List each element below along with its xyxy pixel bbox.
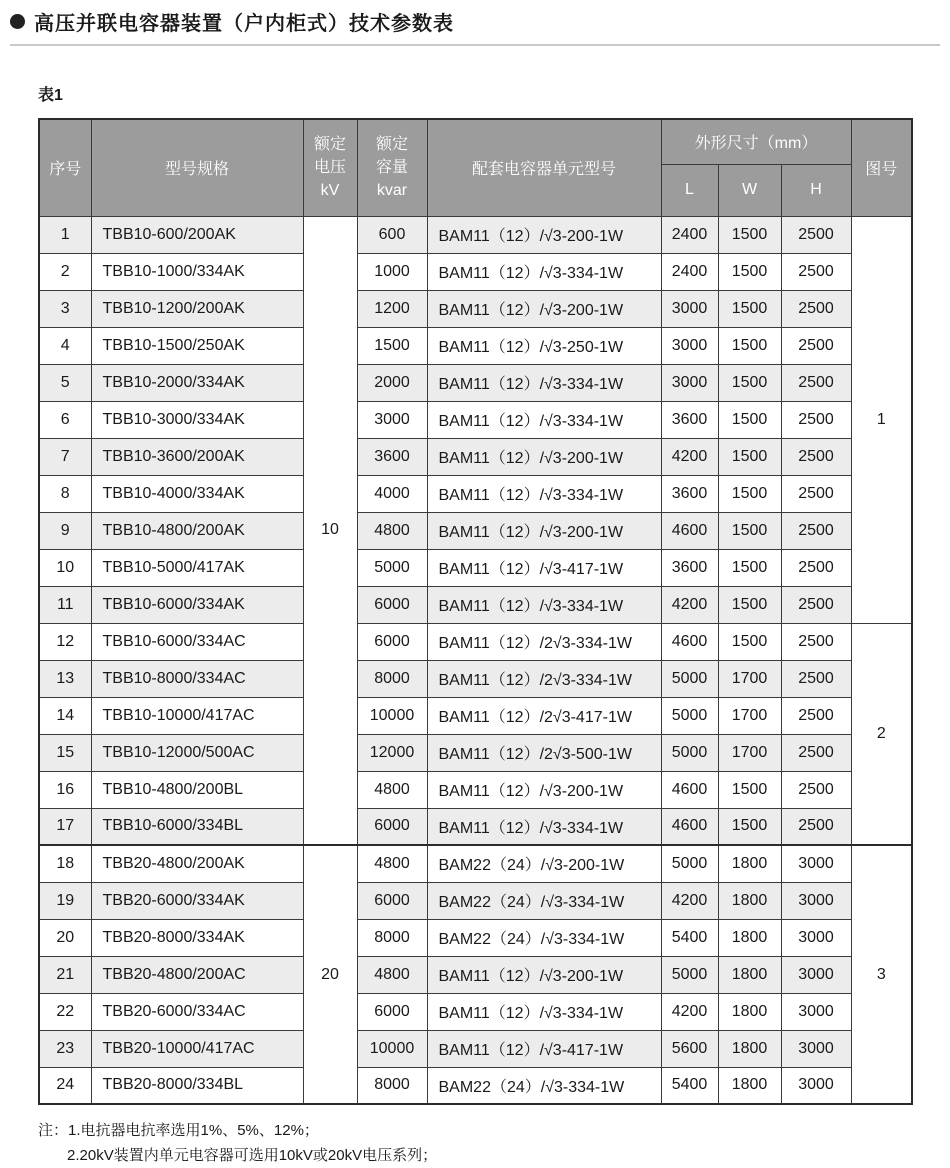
table-row (39, 919, 912, 956)
cell-dimension-l: 2400 (661, 216, 718, 253)
cell-dimension-h: 2500 (781, 290, 851, 327)
cell-serial-number: 14 (39, 697, 91, 734)
cell-model-spec: TBB10-6000/334BL (91, 808, 303, 845)
cell-dimension-l: 4200 (661, 586, 718, 623)
cell-serial-number: 19 (39, 882, 91, 919)
cell-dimension-h: 2500 (781, 475, 851, 512)
cell-serial-number: 22 (39, 993, 91, 1030)
col-header-capacity: 额定 容量 kvar (357, 119, 427, 216)
cell-rated-capacity: 8000 (357, 919, 427, 956)
cell-serial-number: 5 (39, 364, 91, 401)
cell-dimension-h: 3000 (781, 1067, 851, 1104)
cell-model-spec: TBB10-4800/200AK (91, 512, 303, 549)
cell-capacitor-unit-model: BAM11（12）/√3-200-1W (427, 216, 661, 253)
table-row (39, 438, 912, 475)
cell-dimension-l: 4200 (661, 993, 718, 1030)
table-body (39, 216, 912, 1104)
cell-model-spec: TBB10-600/200AK (91, 216, 303, 253)
cell-dimension-h: 2500 (781, 623, 851, 660)
table-row (39, 660, 912, 697)
note-line-2 (38, 1143, 950, 1168)
page-header (0, 0, 950, 36)
cell-rated-capacity: 6000 (357, 808, 427, 845)
table-row (39, 808, 912, 845)
cell-dimension-l: 5000 (661, 660, 718, 697)
cell-dimension-w: 1500 (718, 253, 781, 290)
cell-dimension-h: 2500 (781, 253, 851, 290)
cell-dimension-w: 1800 (718, 882, 781, 919)
cell-dimension-w: 1800 (718, 919, 781, 956)
cell-dimension-w: 1800 (718, 956, 781, 993)
cell-rated-capacity: 1000 (357, 253, 427, 290)
cell-model-spec: TBB20-8000/334BL (91, 1067, 303, 1104)
col-header-model: 型号规格 (91, 119, 303, 216)
col-header-figure: 图号 (851, 119, 912, 216)
cell-capacitor-unit-model: BAM11（12）/√3-334-1W (427, 401, 661, 438)
cell-dimension-h: 2500 (781, 327, 851, 364)
cell-dimension-w: 1500 (718, 364, 781, 401)
cell-capacitor-unit-model: BAM11（12）/√3-334-1W (427, 253, 661, 290)
cell-dimension-l: 5000 (661, 956, 718, 993)
cell-rated-capacity: 600 (357, 216, 427, 253)
col-header-unit-model: 配套电容器单元型号 (427, 119, 661, 216)
cell-serial-number: 13 (39, 660, 91, 697)
cell-model-spec: TBB10-2000/334AK (91, 364, 303, 401)
cell-dimension-l: 4600 (661, 623, 718, 660)
cell-dimension-h: 2500 (781, 697, 851, 734)
note-item-2: 2.20kV装置内单元电容器可选用10kV或20kV电压系列； (67, 1147, 438, 1164)
cell-serial-number: 21 (39, 956, 91, 993)
cell-serial-number: 1 (39, 216, 91, 253)
cell-dimension-h: 3000 (781, 993, 851, 1030)
cell-rated-capacity: 4800 (357, 845, 427, 882)
cell-serial-number: 15 (39, 734, 91, 771)
cell-dimension-w: 1500 (718, 475, 781, 512)
cell-model-spec: TBB10-4000/334AK (91, 475, 303, 512)
col-header-dim-w: W (718, 164, 781, 216)
cell-dimension-w: 1500 (718, 327, 781, 364)
table-row (39, 512, 912, 549)
cell-rated-capacity: 5000 (357, 549, 427, 586)
cell-serial-number: 11 (39, 586, 91, 623)
cell-serial-number: 3 (39, 290, 91, 327)
cell-capacitor-unit-model: BAM11（12）/√3-250-1W (427, 327, 661, 364)
cell-dimension-l: 3600 (661, 549, 718, 586)
cell-dimension-w: 1700 (718, 734, 781, 771)
cell-figure-number: 2 (851, 623, 912, 845)
table-row (39, 882, 912, 919)
table-row (39, 216, 912, 253)
cell-model-spec: TBB10-6000/334AC (91, 623, 303, 660)
cell-capacitor-unit-model: BAM11（12）/√3-200-1W (427, 438, 661, 475)
cell-capacitor-unit-model: BAM11（12）/2√3-500-1W (427, 734, 661, 771)
cell-dimension-h: 2500 (781, 734, 851, 771)
cell-dimension-l: 2400 (661, 253, 718, 290)
cell-dimension-w: 1500 (718, 549, 781, 586)
cell-rated-capacity: 12000 (357, 734, 427, 771)
cell-dimension-w: 1500 (718, 290, 781, 327)
col-header-serial: 序号 (39, 119, 91, 216)
cell-model-spec: TBB10-10000/417AC (91, 697, 303, 734)
cell-model-spec: TBB10-1200/200AK (91, 290, 303, 327)
cell-capacitor-unit-model: BAM11（12）/√3-200-1W (427, 956, 661, 993)
note-line-1 (38, 1118, 950, 1143)
cell-serial-number: 9 (39, 512, 91, 549)
bullet-icon (10, 14, 25, 29)
cell-rated-capacity: 2000 (357, 364, 427, 401)
cell-dimension-w: 1500 (718, 771, 781, 808)
cell-dimension-l: 4600 (661, 808, 718, 845)
page-title: 高压并联电容器装置（户内柜式）技术参数表 (34, 13, 454, 35)
cell-dimension-h: 2500 (781, 216, 851, 253)
cell-dimension-l: 3000 (661, 290, 718, 327)
cell-rated-capacity: 6000 (357, 882, 427, 919)
cell-serial-number: 4 (39, 327, 91, 364)
table-row (39, 549, 912, 586)
cell-model-spec: TBB10-3000/334AK (91, 401, 303, 438)
cell-dimension-w: 1500 (718, 512, 781, 549)
table-row (39, 253, 912, 290)
cell-serial-number: 6 (39, 401, 91, 438)
cell-capacitor-unit-model: BAM11（12）/√3-334-1W (427, 364, 661, 401)
cell-rated-capacity: 10000 (357, 1030, 427, 1067)
cell-serial-number: 24 (39, 1067, 91, 1104)
cell-rated-capacity: 8000 (357, 1067, 427, 1104)
cell-dimension-l: 5000 (661, 734, 718, 771)
cell-rated-capacity: 10000 (357, 697, 427, 734)
table-row (39, 845, 912, 882)
cell-dimension-w: 1500 (718, 586, 781, 623)
cell-model-spec: TBB10-12000/500AC (91, 734, 303, 771)
cell-dimension-l: 4200 (661, 438, 718, 475)
table-row (39, 586, 912, 623)
table-row (39, 327, 912, 364)
cell-model-spec: TBB10-1500/250AK (91, 327, 303, 364)
cell-rated-capacity: 4800 (357, 512, 427, 549)
cell-capacitor-unit-model: BAM11（12）/2√3-334-1W (427, 660, 661, 697)
note-item-1: 1.电抗器电抗率选用1%、5%、12%； (68, 1122, 319, 1139)
table-header (39, 119, 912, 216)
table-row (39, 290, 912, 327)
cell-dimension-h: 2500 (781, 438, 851, 475)
col-header-dimensions: 外形尺寸（mm） (661, 119, 851, 164)
cell-serial-number: 17 (39, 808, 91, 845)
cell-dimension-h: 2500 (781, 549, 851, 586)
table-row (39, 1030, 912, 1067)
table-row (39, 364, 912, 401)
cell-rated-capacity: 4800 (357, 956, 427, 993)
cell-serial-number: 23 (39, 1030, 91, 1067)
cell-capacitor-unit-model: BAM11（12）/√3-334-1W (427, 475, 661, 512)
cell-rated-capacity: 1500 (357, 327, 427, 364)
cell-dimension-l: 4600 (661, 512, 718, 549)
cell-figure-number: 1 (851, 216, 912, 623)
cell-model-spec: TBB10-6000/334AK (91, 586, 303, 623)
cell-dimension-h: 3000 (781, 845, 851, 882)
cell-serial-number: 12 (39, 623, 91, 660)
cell-dimension-l: 3600 (661, 401, 718, 438)
table-row (39, 1067, 912, 1104)
table-label: 表1 (38, 87, 63, 104)
cell-dimension-w: 1500 (718, 216, 781, 253)
cell-dimension-h: 2500 (781, 364, 851, 401)
cell-capacitor-unit-model: BAM11（12）/√3-417-1W (427, 549, 661, 586)
table-row (39, 475, 912, 512)
cell-dimension-h: 3000 (781, 1030, 851, 1067)
cell-serial-number: 16 (39, 771, 91, 808)
cell-rated-capacity: 4800 (357, 771, 427, 808)
cell-capacitor-unit-model: BAM11（12）/√3-334-1W (427, 993, 661, 1030)
cell-dimension-w: 1500 (718, 401, 781, 438)
note-prefix: 注： (38, 1122, 69, 1139)
col-header-dim-h: H (781, 164, 851, 216)
cell-capacitor-unit-model: BAM22（24）/√3-334-1W (427, 1067, 661, 1104)
cell-rated-capacity: 1200 (357, 290, 427, 327)
cell-model-spec: TBB20-4800/200AC (91, 956, 303, 993)
cell-dimension-l: 3000 (661, 364, 718, 401)
cell-dimension-h: 2500 (781, 512, 851, 549)
cell-rated-capacity: 6000 (357, 623, 427, 660)
cell-figure-number: 3 (851, 845, 912, 1104)
cell-dimension-w: 1500 (718, 623, 781, 660)
table-row (39, 993, 912, 1030)
cell-dimension-w: 1800 (718, 1067, 781, 1104)
cell-capacitor-unit-model: BAM22（24）/√3-334-1W (427, 882, 661, 919)
cell-model-spec: TBB20-6000/334AC (91, 993, 303, 1030)
cell-capacitor-unit-model: BAM11（12）/√3-200-1W (427, 771, 661, 808)
cell-dimension-w: 1800 (718, 993, 781, 1030)
cell-rated-voltage: 20 (303, 845, 357, 1104)
cell-capacitor-unit-model: BAM11（12）/√3-417-1W (427, 1030, 661, 1067)
cell-capacitor-unit-model: BAM11（12）/2√3-417-1W (427, 697, 661, 734)
cell-dimension-w: 1500 (718, 808, 781, 845)
cell-rated-capacity: 4000 (357, 475, 427, 512)
table-row (39, 623, 912, 660)
table-row (39, 956, 912, 993)
cell-model-spec: TBB10-8000/334AC (91, 660, 303, 697)
cell-capacitor-unit-model: BAM11（12）/√3-334-1W (427, 808, 661, 845)
parameters-table (38, 118, 913, 1105)
cell-model-spec: TBB10-1000/334AK (91, 253, 303, 290)
table-row (39, 401, 912, 438)
cell-capacitor-unit-model: BAM22（24）/√3-200-1W (427, 845, 661, 882)
cell-model-spec: TBB10-4800/200BL (91, 771, 303, 808)
cell-capacitor-unit-model: BAM22（24）/√3-334-1W (427, 919, 661, 956)
cell-serial-number: 8 (39, 475, 91, 512)
cell-dimension-l: 3600 (661, 475, 718, 512)
cell-model-spec: TBB20-4800/200AK (91, 845, 303, 882)
notes (38, 1118, 950, 1168)
table-row (39, 771, 912, 808)
cell-serial-number: 20 (39, 919, 91, 956)
cell-dimension-h: 3000 (781, 882, 851, 919)
cell-dimension-h: 2500 (781, 808, 851, 845)
cell-model-spec: TBB10-3600/200AK (91, 438, 303, 475)
cell-serial-number: 10 (39, 549, 91, 586)
cell-dimension-w: 1700 (718, 660, 781, 697)
table-row (39, 697, 912, 734)
cell-dimension-l: 5400 (661, 919, 718, 956)
cell-dimension-h: 2500 (781, 771, 851, 808)
cell-rated-capacity: 3600 (357, 438, 427, 475)
col-header-voltage: 额定 电压 kV (303, 119, 357, 216)
cell-rated-capacity: 6000 (357, 586, 427, 623)
cell-dimension-h: 2500 (781, 586, 851, 623)
cell-rated-voltage: 10 (303, 216, 357, 845)
cell-dimension-l: 4200 (661, 882, 718, 919)
cell-rated-capacity: 8000 (357, 660, 427, 697)
cell-dimension-h: 2500 (781, 401, 851, 438)
cell-dimension-w: 1700 (718, 697, 781, 734)
cell-dimension-w: 1500 (718, 438, 781, 475)
cell-capacitor-unit-model: BAM11（12）/√3-200-1W (427, 290, 661, 327)
cell-dimension-l: 5400 (661, 1067, 718, 1104)
cell-dimension-l: 5600 (661, 1030, 718, 1067)
cell-rated-capacity: 3000 (357, 401, 427, 438)
cell-dimension-w: 1800 (718, 1030, 781, 1067)
cell-capacitor-unit-model: BAM11（12）/√3-334-1W (427, 586, 661, 623)
cell-serial-number: 18 (39, 845, 91, 882)
cell-model-spec: TBB20-6000/334AK (91, 882, 303, 919)
cell-dimension-l: 5000 (661, 845, 718, 882)
title-divider (10, 44, 940, 46)
cell-dimension-w: 1800 (718, 845, 781, 882)
cell-dimension-h: 3000 (781, 919, 851, 956)
cell-serial-number: 2 (39, 253, 91, 290)
cell-dimension-l: 5000 (661, 697, 718, 734)
cell-dimension-h: 2500 (781, 660, 851, 697)
cell-model-spec: TBB10-5000/417AK (91, 549, 303, 586)
cell-model-spec: TBB20-10000/417AC (91, 1030, 303, 1067)
cell-serial-number: 7 (39, 438, 91, 475)
cell-capacitor-unit-model: BAM11（12）/√3-200-1W (427, 512, 661, 549)
cell-dimension-l: 4600 (661, 771, 718, 808)
cell-dimension-h: 3000 (781, 956, 851, 993)
col-header-dim-l: L (661, 164, 718, 216)
cell-model-spec: TBB20-8000/334AK (91, 919, 303, 956)
cell-capacitor-unit-model: BAM11（12）/2√3-334-1W (427, 623, 661, 660)
table-row (39, 734, 912, 771)
cell-rated-capacity: 6000 (357, 993, 427, 1030)
cell-dimension-l: 3000 (661, 327, 718, 364)
